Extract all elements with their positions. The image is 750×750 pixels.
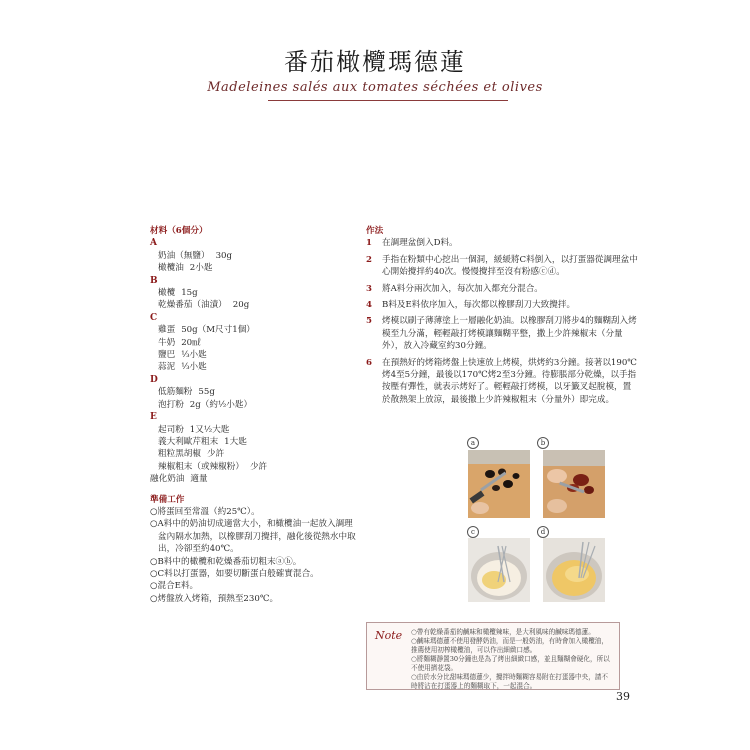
ingredient-name: 雞蛋 [158,325,176,336]
ingredient-name: 義大利歐芹粗末 [158,436,219,447]
ingredient-qty: 少許 [249,461,268,472]
step-number: 4 [366,300,372,311]
prep-item: ○A料中的奶油切成適當大小，和橄欖油一起放入調理盆內隔水加熱，以橡膠刮刀攪拌，融化後從熱水中取出，冷卻至約40℃。 [150,519,356,555]
ingredient-name: 奶油（無鹽） [158,250,210,261]
ingredient-qty: 少許 [206,449,225,460]
ingredient-name: 乾燥番茄（油漬） [158,300,227,311]
ingredient-qty: 50g（M尺寸1個） [181,325,255,336]
note-line: ○由於水分比甜味瑪德蓮少，攪拌時麵糊容易附在打蛋器中央，請不時將沾在打蛋器上的麵糊取下，一起混合。 [411,673,608,690]
ingredient-name: 起司粉 [158,424,184,435]
ingredient-group-letter: C [150,312,158,323]
ingredient-item [150,287,360,299]
step-number: 5 [366,316,372,327]
ingredient-item [150,361,360,373]
ingredient-qty: ⅓小匙 [181,350,207,361]
ingredient-qty: 1大匙 [224,436,247,447]
ingredient-qty: 2g（約½小匙） [189,399,253,410]
ingredient-qty: 2小匙 [189,263,213,274]
ingredient-name: 牛奶 [158,337,176,348]
note-body [411,628,613,691]
ingredient-item [150,461,360,473]
ingredient-item [150,473,360,485]
note-line: ○將麵糊靜置30分鐘也是為了烤出細緻口感，並且麵糊會硬化，所以不使用擠花袋。 [411,655,610,672]
method-step [366,254,638,279]
note-box [366,622,620,690]
title-divider [268,100,508,101]
note-line: ○帶有乾燥番茄的鹹味和橄欖辣味，是大利風味的鹹味瑪德蓮。 [411,628,595,636]
ingredient-name: 融化奶油 [150,474,185,485]
ingredient-item [150,299,360,311]
step-number: 3 [366,283,372,294]
photo-a [468,450,530,518]
ingredient-group-letter: E [150,412,157,423]
ingredient-group-letter: A [150,238,157,249]
ingredient-item [150,386,360,398]
ingredient-name: 橄欖 [158,288,176,299]
ingredient-qty: 15g [181,288,198,299]
ingredient-group-letter: B [150,275,158,286]
prep-item: ○將蛋回至常溫（約25℃）。 [150,506,260,517]
ingredient-name: 粗粒黑胡椒 [158,449,201,460]
step-text: 在調理盆倒入D料。 [382,238,458,249]
ingredient-item [150,337,360,349]
ingredient-item [150,262,360,274]
ingredient-item [150,424,360,436]
ingredient-item [150,448,360,460]
photo-d [543,538,605,602]
olive-cutting-image [468,450,530,518]
method-heading: 作法 [366,226,384,236]
batter-mixing-image [468,538,530,602]
method-step [366,357,638,407]
ingredient-item [150,324,360,336]
ingredient-name: 辣椒粗末（或辣椒粉） [158,461,244,472]
method-step [366,315,638,352]
left-column [150,225,360,605]
step-text: 將A料分兩次加入，每次加入都充分混合。 [382,283,543,294]
page-subtitle: Madeleines salés aux tomates séchées et olives [207,80,543,95]
ingredient-qty: 20㎖ [181,337,201,348]
step-text: B料及E料依序加入，每次都以橡膠刮刀大致攪拌。 [382,300,576,311]
ingredient-qty: ⅓小匙 [181,362,207,373]
photo-b-label: b [537,437,549,449]
prep-list [150,506,360,605]
photo-c [468,538,530,602]
prep-item: ○C料以打蛋器，如要切斷蛋白般確實混合。 [150,568,319,579]
method-steps [366,237,638,406]
page-title: 番茄橄欖瑪德蓮 [284,48,466,76]
ingredient-item [150,399,360,411]
prep-item: ○烤盤放入烤箱，預熱至230℃。 [150,593,279,604]
ingredient-qty: 1又½大匙 [189,424,230,435]
method-step [366,237,638,249]
photo-a-label: a [467,437,479,449]
ingredient-name: 鹽巴 [158,350,176,361]
photo-b [543,450,605,518]
ingredient-qty: 30g [215,250,233,261]
tomato-cutting-image [543,450,605,518]
prep-heading: 準備工作 [150,494,185,505]
ingredient-qty: 55g [198,387,215,398]
photo-c-label: c [467,526,479,538]
ingredient-item [150,250,360,262]
ingredient-item [150,436,360,448]
ingredient-item [150,349,360,361]
method-step [366,283,638,295]
step-number: 6 [366,357,372,368]
ingredients-heading: 材料（6個分） [150,226,208,236]
prep-item: ○B料中的橄欖和乾燥番茄切粗末ⓐⓑ。 [150,556,302,567]
right-column [366,225,638,410]
ingredient-name: 橄欖油 [158,263,184,274]
ingredient-name: 低筋麵粉 [158,387,193,398]
note-line: ○鹹味瑪德蓮不使用發酵奶油，而是一般奶油，有時會加入橄欖油，推薦使用初榨橄欖油，可以作出細緻口感。 [411,637,608,654]
step-number: 2 [366,254,372,265]
ingredient-name: 蒜泥 [158,362,176,373]
ingredient-qty: 20g [232,300,250,311]
step-number: 1 [366,238,372,249]
step-text: 手指在粉類中心挖出一個洞，緩緩將C料倒入，以打蛋器從調理盆中心開始攪拌約40次。慢慢攪拌至沒有粉感ⓒⓓ。 [382,254,638,278]
finished-batter-image [543,538,605,602]
page-number: 39 [616,690,630,703]
note-title: Note [375,629,403,642]
photo-d-label: d [537,526,549,538]
prep-item: ○混合E料。 [150,581,199,592]
step-text: 烤模以刷子薄薄塗上一層融化奶油。以橡膠刮刀將步4的麵糊刮入烤模至九分滿，輕輕敲打烤模讓麵糊平整，撒上少許辣椒末（分量外），放入冷藏室約30分鐘。 [382,316,637,352]
ingredient-groups [150,237,360,485]
ingredient-name: 泡打粉 [158,399,184,410]
ingredient-qty: 適量 [190,474,208,485]
ingredient-group-letter: D [150,374,158,385]
method-step [366,299,638,311]
step-text: 在預熱好的烤箱烤盤上快速放上烤模，烘烤約3分鐘。接著以190℃烤4至5分鐘，最後以170℃烤2至3分鐘。待膨脹部分乾燥，以手指按壓有彈性，就表示烤好了。輕輕敲打烤模，以牙籤叉起脫模，置於散熱架上放涼，最後撒上少許辣椒粗末（分量外）即完成。 [382,357,637,405]
